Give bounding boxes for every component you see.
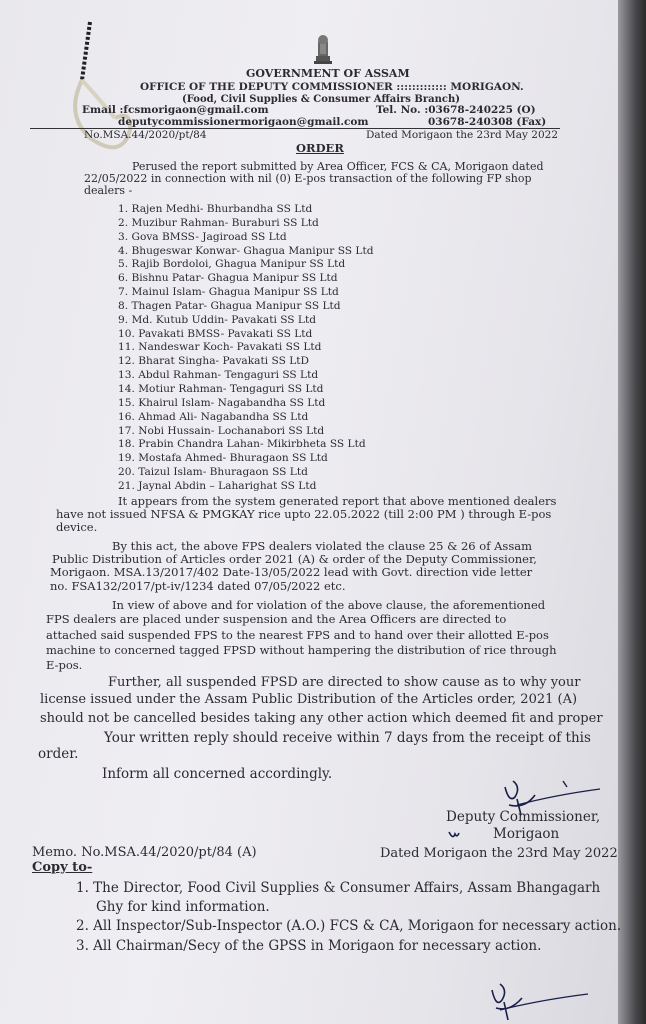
tel-line: Tel. No. :03678-240225 (O) xyxy=(376,104,536,116)
para6-line2: order. xyxy=(38,746,79,762)
copy-to-heading: Copy to- xyxy=(32,860,93,875)
para4-line5: E-pos. xyxy=(46,658,83,672)
list-item: 5. Rajib Bordoloi, Ghagua Manipur SS Ltd xyxy=(118,258,346,271)
para1-line3: dealers - xyxy=(84,184,133,197)
para5-line2: license issued under the Assam Public Distribution of the Articles order, 2021 (A) xyxy=(40,692,578,707)
list-item: 6. Bishnu Patar- Ghagua Manipur SS Ltd xyxy=(118,272,338,285)
para3-line4: no. FSA132/2017/pt-iv/1234 dated 07/05/2022 etc. xyxy=(50,579,346,593)
list-item: 19. Mostafa Ahmed- Bhuragaon SS Ltd xyxy=(118,452,328,465)
fax-line: 03678-240308 (Fax) xyxy=(428,116,547,128)
list-item: 21. Jaynal Abdin – Laharighat SS Ltd xyxy=(118,479,317,492)
copy-item-3: 3. All Chairman/Secy of the GPSS in Morigaon for necessary action. xyxy=(76,938,542,954)
email-line-1: Email :fcsmorigaon@gmail.com xyxy=(82,104,269,116)
list-item: 9. Md. Kutub Uddin- Pavakati SS Ltd xyxy=(118,313,317,326)
list-item: 10. Pavakati BMSS- Pavakati SS Ltd xyxy=(118,327,313,340)
initial-mark xyxy=(447,830,461,842)
copy-item-1-cont: Ghy for kind information. xyxy=(96,899,270,915)
branch-heading: (Food, Civil Supplies & Consumer Affairs Branch) xyxy=(182,94,460,105)
list-item: 15. Khairul Islam- Nagabandha SS Ltd xyxy=(118,396,326,409)
memo2-number: Memo. No.MSA.44/2020/pt/84 (A) xyxy=(32,845,257,860)
list-item: 1. Rajen Medhi- Bhurbandha SS Ltd xyxy=(118,203,313,215)
para3-line1: By this act, the above FPS dealers violated the clause 25 & 26 of Assam xyxy=(112,539,532,553)
list-item: 4. Bhugeswar Konwar- Ghagua Manipur SS Ltd xyxy=(118,244,374,257)
para4-line4: machine to concerned tagged FPSD without hampering the distribution of rice through xyxy=(46,643,557,657)
govt-heading: GOVERNMENT OF ASSAM xyxy=(246,67,410,80)
para3-line3: Morigaon. MSA.13/2017/402 Date-13/05/2022 lead with Govt. direction vide letter xyxy=(50,565,533,579)
list-item: 3. Gova BMSS- Jagiroad SS Ltd xyxy=(118,230,287,243)
list-item: 12. Bharat Singha- Pavakati SS LtD xyxy=(118,355,309,368)
para1-line2: 22/05/2022 in connection with nil (0) E-pos transaction of the following FP shop xyxy=(84,172,532,185)
list-item: 18. Prabin Chandra Lahan- Mikirbheta SS Ltd xyxy=(118,438,366,451)
office-heading: OFFICE OF THE DEPUTY COMMISSIONER ::::::::::::: MORIGAON. xyxy=(140,81,524,93)
memo2-date: Dated Morigaon the 23rd May 2022 xyxy=(380,846,618,861)
list-item: 13. Abdul Rahman- Tengaguri SS Ltd xyxy=(118,369,319,382)
para2-line3: device. xyxy=(56,520,98,534)
para2-line1: It appears from the system generated report that above mentioned dealers xyxy=(118,494,557,508)
state-emblem xyxy=(309,30,337,66)
para1-line1: Perused the report submitted by Area Officer, FCS & CA, Morigaon dated xyxy=(132,160,544,173)
copy-item-1: 1. The Director, Food Civil Supplies & Consumer Affairs, Assam Bhangagarh xyxy=(76,880,601,896)
list-item: 7. Mainul Islam- Ghagua Manipur SS Ltd xyxy=(118,286,339,299)
memo-number: No.MSA.44/2020/pt/84 xyxy=(84,129,207,141)
bottom-signature xyxy=(480,980,590,1024)
para5-line1: Further, all suspended FPSD are directed to show cause as to why your xyxy=(108,675,581,690)
list-item: 14. Motiur Rahman- Tengaguri SS Ltd xyxy=(118,382,324,395)
list-item: 2. Muzibur Rahman- Buraburi SS Ltd xyxy=(118,216,319,229)
para3-line2: Public Distribution of Articles order 2021 (A) & order of the Deputy Commissioner, xyxy=(52,552,537,566)
para6-line1: Your written reply should receive within 7 days from the receipt of this xyxy=(104,730,591,746)
copy-item-2: 2. All Inspector/Sub-Inspector (A.O.) FCS & CA, Morigaon for necessary action. xyxy=(76,918,622,934)
dealer-list xyxy=(118,203,374,494)
list-item: 11. Nandeswar Koch- Pavakati SS Ltd xyxy=(118,341,322,354)
para7: Inform all concerned accordingly. xyxy=(102,766,333,782)
memo-date: Dated Morigaon the 23rd May 2022 xyxy=(366,129,558,141)
para5-line3: should not be cancelled besides taking any other action which deemed fit and proper xyxy=(40,711,603,726)
email-line-2: deputycommissionermorigaon@gmail.com xyxy=(118,116,369,128)
list-item: 17. Nobi Hussain- Lochanabori SS Ltd xyxy=(118,424,325,437)
list-item: 16. Ahmad Ali- Nagabandha SS Ltd xyxy=(118,410,309,423)
order-title: ORDER xyxy=(296,141,344,155)
list-item: 20. Taizul Islam- Bhuragaon SS Ltd xyxy=(118,466,308,479)
para2-line2: have not issued NFSA & PMGKAY rice upto 22.05.2022 (till 2:00 PM ) through E-pos xyxy=(56,507,552,521)
signatory-place: Morigaon xyxy=(493,826,560,842)
background-edge xyxy=(618,0,646,1024)
para4-line2: FPS dealers are placed under suspension and the Area Officers are directed to xyxy=(46,612,507,626)
para4-line3: attached said suspended FPS to the nearest FPS and to hand over their allotted E-pos xyxy=(46,628,549,642)
signatory-title: Deputy Commissioner, xyxy=(446,809,601,825)
para4-line1: In view of above and for violation of the above clause, the aforementioned xyxy=(112,598,546,612)
list-item: 8. Thagen Patar- Ghagua Manipur SS Ltd xyxy=(118,299,341,312)
